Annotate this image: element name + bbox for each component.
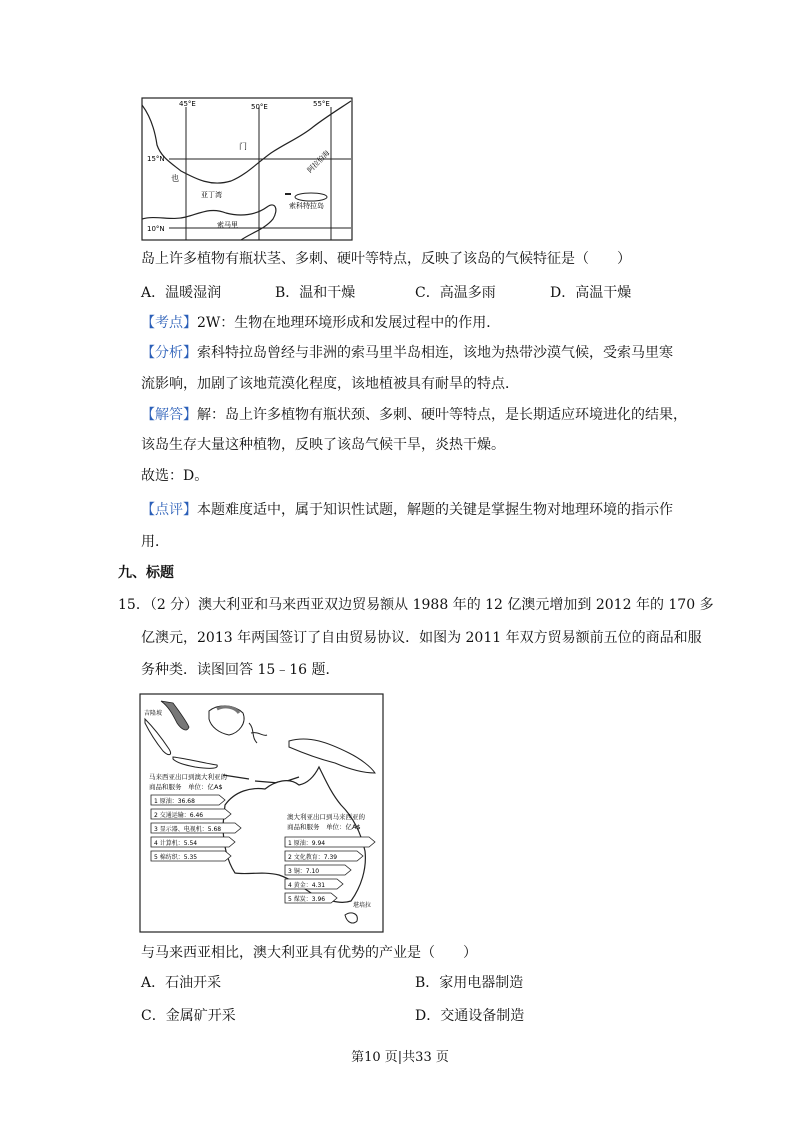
right-item-1: 1 原油：9.94	[288, 840, 326, 847]
fenxi-tag: 【分析】	[141, 345, 197, 361]
place-socotra: 索科特拉岛	[289, 202, 324, 210]
lon-45: 45°E	[179, 100, 196, 108]
q15-line-2: 亿澳元，2013 年两国签订了自由贸易协议．如图为 2011 年双方贸易额前五位的商品和服	[141, 630, 702, 646]
lon-50: 50°E	[251, 103, 268, 111]
right-item-2: 2 文化教育：7.39	[288, 854, 338, 861]
q16-option-d[interactable]: D．交通设备制造	[415, 1008, 525, 1024]
dianping-line-1	[141, 500, 673, 520]
place-gulf: 亚丁湾	[201, 191, 222, 199]
left-item-2: 2 交通运输：6.46	[154, 812, 204, 819]
q16-option-c[interactable]: C．金属矿开采	[141, 1008, 236, 1024]
label-kuala-lumpur: 吉隆坡	[144, 710, 163, 717]
right-title-1: 澳大利亚出口到马来西亚的	[287, 813, 365, 821]
q14-option-b[interactable]: B．温和干燥	[275, 285, 356, 301]
trade-map	[139, 693, 384, 935]
q16-option-a[interactable]: A．石油开采	[141, 975, 222, 991]
lat-10: 10°N	[147, 225, 165, 233]
answer-line: 故选：D。	[141, 468, 209, 484]
dianping-tag: 【点评】	[141, 502, 197, 518]
place-somalia: 索马里	[217, 221, 238, 229]
fenxi-line-1	[141, 343, 673, 363]
right-title-2: 商品和服务 单位：亿A$	[287, 823, 361, 831]
q14-option-a[interactable]: A．温暖湿润	[141, 285, 222, 301]
q14-stem: 岛上许多植物有瓶状茎、多刺、硬叶等特点，反映了该岛的气候特征是（ ）	[141, 251, 631, 267]
right-item-5: 5 煤炭：3.96	[288, 896, 326, 903]
jieda-line-2: 该岛生存大量这种植物，反映了该岛气候干旱，炎热干燥。	[141, 437, 505, 453]
lat-15: 15°N	[147, 155, 165, 163]
jieda-line-1	[141, 405, 687, 425]
q16-option-b[interactable]: B．家用电器制造	[415, 975, 524, 991]
dianping-line-2: 用．	[141, 534, 169, 550]
kaodian-tag: 【考点】	[141, 315, 197, 331]
fenxi-text-1: 索科特拉岛曾经与非洲的索马里半岛相连，该地为热带沙漠气候，受索马里寒	[197, 345, 673, 361]
left-title-1: 马来西亚出口到澳大利亚的	[149, 773, 227, 781]
jieda-tag: 【解答】	[141, 407, 197, 423]
left-item-4: 4 计算机：5.54	[154, 840, 198, 847]
left-item-3: 3 显示器、电视机：5.68	[154, 826, 222, 833]
place-arabian-sea: 阿拉伯海	[305, 149, 332, 175]
kaodian-text: 2W：生物在地理环境形成和发展过程中的作用．	[197, 315, 501, 331]
q14-option-d[interactable]: D．高温干燥	[550, 285, 632, 301]
left-item-5: 5 棉纺织：5.35	[154, 854, 198, 861]
place-ye: 也	[171, 174, 179, 183]
q15-line-3: 务种类．读图回答 15﹣16 题．	[141, 662, 340, 678]
dianping-text-1: 本题难度适中，属于知识性试题，解题的关键是掌握生物对地理环境的指示作	[197, 502, 673, 518]
right-item-4: 4 黄金：4.31	[288, 882, 326, 889]
jieda-text-1: 解：岛上许多植物有瓶状颈、多刺、硬叶等特点，是长期适应环境进化的结果，	[197, 407, 687, 423]
page-number: 第10 页|共33 页	[351, 1050, 449, 1065]
socotra-map	[141, 97, 353, 243]
lon-55: 55°E	[313, 100, 330, 108]
q16-stem: 与马来西亚相比，澳大利亚具有优势的产业是（ ）	[141, 945, 477, 961]
left-title-2: 商品和服务 单位：亿A$	[149, 783, 223, 791]
label-canberra: 堪培拉	[353, 902, 372, 909]
left-item-1: 1 原油：36.68	[154, 798, 195, 805]
place-men: 门	[239, 142, 247, 151]
fenxi-line-2: 流影响，加剧了该地荒漠化程度，该地植被具有耐旱的特点．	[141, 376, 519, 392]
right-item-3: 3 铜：7.10	[288, 868, 320, 875]
q14-option-c[interactable]: C．高温多雨	[415, 285, 496, 301]
section-title: 九、标题	[118, 565, 174, 581]
q15-line-1: 15．（2 分）澳大利亚和马来西亚双边贸易额从 1988 年的 12 亿澳元增加到 2012 年的 170 多	[118, 597, 714, 613]
kaodian-paragraph	[141, 313, 500, 333]
